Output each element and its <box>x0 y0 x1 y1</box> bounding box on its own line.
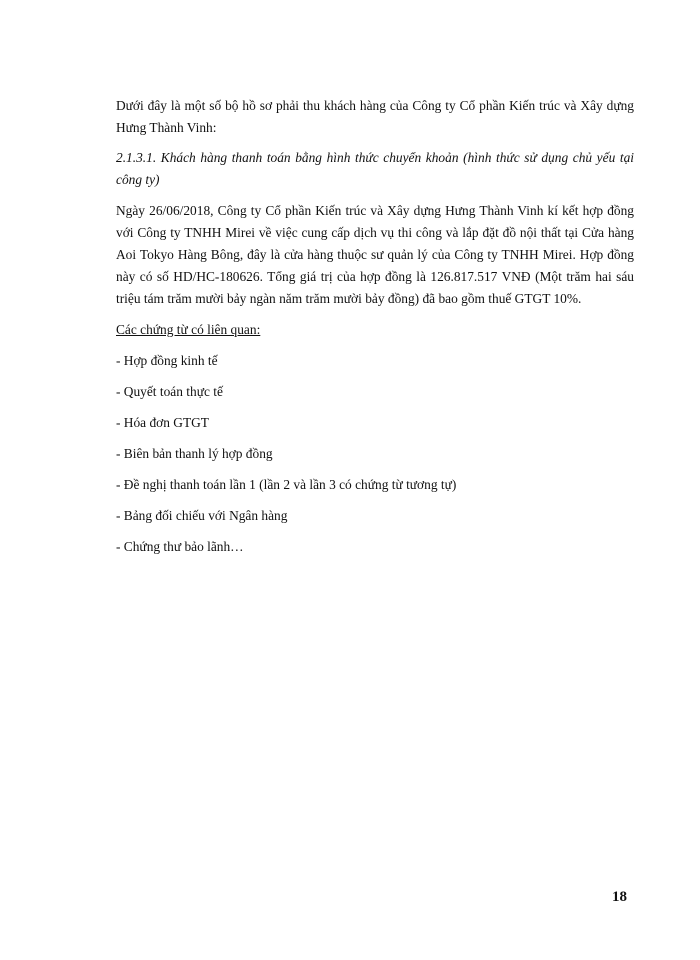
list-item: - Quyết toán thực tế <box>116 384 223 399</box>
page-number: 18 <box>612 889 627 905</box>
document-content <box>116 95 634 558</box>
section-heading: 2.1.3.1. Khách hàng thanh toán bằng hình thức chuyển khoản (hình thức sử dụng chủ yếu tại công ty) <box>116 150 634 187</box>
list-item: - Bảng đối chiếu với Ngân hàng <box>116 508 288 523</box>
list-item: - Biên bản thanh lý hợp đồng <box>116 446 273 461</box>
list-item: - Đề nghị thanh toán lần 1 (lần 2 và lần 3 có chứng từ tương tự) <box>116 477 457 492</box>
related-documents-label-text: Các chứng từ có liên quan: <box>116 322 261 337</box>
body-paragraph: Ngày 26/06/2018, Công ty Cổ phần Kiến trúc và Xây dựng Hưng Thành Vinh kí kết hợp đồng với Công ty TNHH Mirei về việc cung cấp dịch vụ thi công và lắp đặt đồ nội thất tại Cửa hàng Aoi Tokyo Hàng Bông, đây là cửa hàng thuộc sư quản lý của Công ty TNHH Mirei. Hợp đồng này có số HD/HC-180626. Tổng giá trị của hợp đồng là 126.817.517 VNĐ (Một trăm hai sáu triệu tám trăm mười bảy ngàn năm trăm mười bảy đồng) đã bao gồm thuế GTGT 10%. <box>116 203 634 306</box>
related-documents-label <box>116 319 634 341</box>
list-item: - Chứng thư bảo lãnh… <box>116 539 244 554</box>
intro-paragraph: Dưới đây là một số bộ hồ sơ phải thu khách hàng của Công ty Cổ phần Kiến trúc và Xây dựng Hưng Thành Vinh: <box>116 98 634 135</box>
list-item: - Hóa đơn GTGT <box>116 415 209 430</box>
list-item: - Hợp đồng kinh tế <box>116 353 218 368</box>
related-documents-list <box>116 350 634 558</box>
